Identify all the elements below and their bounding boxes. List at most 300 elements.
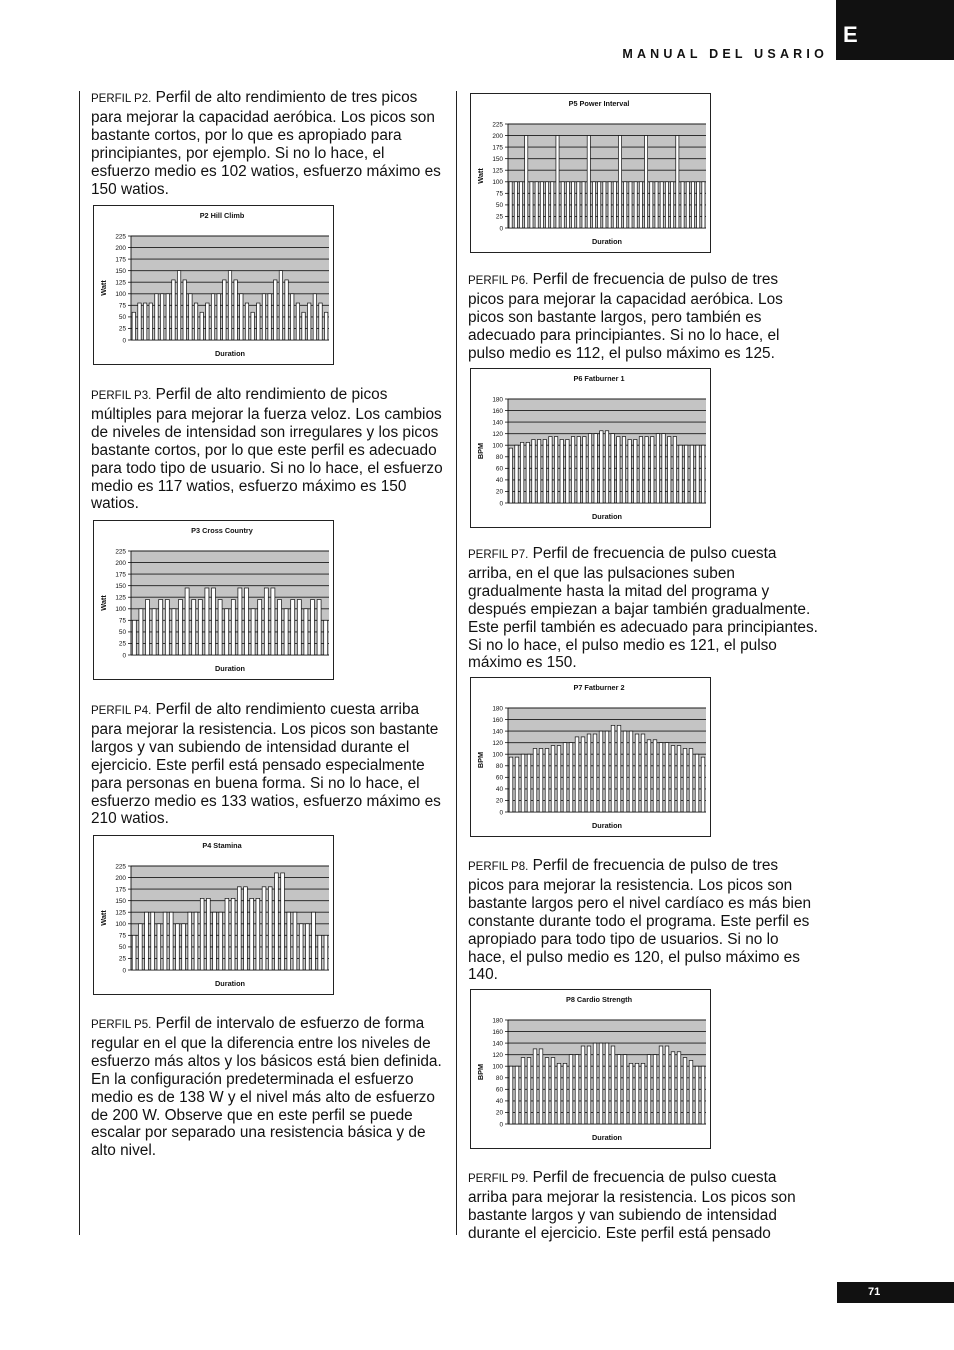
bar — [546, 182, 549, 228]
bar — [696, 445, 699, 503]
y-tick-label: 125 — [492, 167, 503, 175]
y-tick-label: 75 — [118, 617, 126, 625]
bar — [592, 182, 595, 228]
y-tick-label: 125 — [115, 909, 126, 917]
y-axis-label: BPM — [476, 1063, 485, 1081]
bar — [583, 437, 586, 503]
chart-title: P7 Fatburner 2 — [573, 683, 625, 692]
profile-p6-label: PERFIL P6. — [468, 275, 529, 287]
page-number-box — [837, 1282, 954, 1303]
bar — [665, 182, 668, 228]
bar — [689, 748, 693, 812]
chart-p2 — [93, 205, 334, 365]
y-tick-label: 180 — [492, 1017, 503, 1025]
bar — [569, 1055, 573, 1124]
y-tick-label: 0 — [499, 500, 503, 508]
bar — [228, 271, 231, 340]
bar — [608, 182, 611, 228]
bar — [697, 182, 700, 228]
bar — [647, 740, 651, 812]
bar — [617, 1055, 621, 1124]
bar — [194, 912, 198, 970]
y-tick-label: 80 — [495, 763, 503, 771]
bar — [668, 437, 671, 503]
bar — [159, 600, 163, 655]
bar — [313, 294, 316, 340]
bar — [138, 303, 141, 340]
chart-title: P5 Power Interval — [568, 99, 630, 108]
bar — [212, 588, 216, 655]
bar — [149, 303, 152, 340]
bar — [231, 600, 235, 655]
bar — [622, 437, 625, 503]
y-tick-label: 100 — [492, 179, 503, 187]
bar — [560, 439, 563, 503]
bar — [617, 437, 620, 503]
bar — [575, 1055, 579, 1124]
bar — [194, 303, 197, 340]
bar — [182, 924, 186, 970]
bar — [183, 280, 186, 340]
y-tick-label: 180 — [492, 396, 503, 404]
profile-p2-text: Perfil de alto rendimiento de tres picos para mejorar la capacidad aeróbica. Los picos son bastante cortos, por lo que es apropiado para principiantes, por ejemplo. Si no lo hace, el esfuerzo medio es 102 watios, esfuerzo máximo es 150 watios. — [91, 89, 441, 198]
bar — [172, 280, 175, 340]
bar — [152, 609, 156, 655]
bar — [296, 303, 299, 340]
bar — [258, 600, 262, 655]
bar — [188, 912, 192, 970]
bar — [166, 294, 169, 340]
y-tick-label: 80 — [495, 454, 503, 462]
bar — [177, 271, 180, 340]
bar — [139, 609, 143, 655]
chart-svg-p5 — [470, 93, 711, 253]
bar — [566, 439, 569, 503]
bar — [665, 743, 669, 812]
chart-title: P2 Hill Climb — [199, 211, 245, 220]
y-tick-label: 125 — [115, 594, 126, 602]
bar — [571, 437, 574, 503]
bar — [593, 1043, 597, 1124]
y-tick-label: 140 — [492, 728, 503, 736]
y-tick-label: 200 — [115, 244, 126, 252]
y-tick-label: 40 — [495, 1098, 503, 1106]
bar — [662, 434, 665, 503]
bar — [318, 935, 322, 970]
bar — [611, 725, 615, 812]
bar — [629, 182, 632, 228]
chart-p3 — [93, 520, 334, 680]
profile-p6-text: Perfil de frecuencia de pulso de tres picos para mejorar la capacidad aeróbica. Los picos son bastante largos, pero también es adecuado para principiantes. Si no lo hace, el pulso medio es 112, el pulso máximo es 125. — [468, 271, 783, 362]
bar — [593, 734, 597, 812]
y-tick-label: 75 — [118, 302, 126, 310]
bar — [311, 600, 315, 655]
bar — [225, 898, 229, 970]
bar — [268, 887, 272, 970]
y-tick-label: 120 — [492, 739, 503, 747]
bar — [525, 136, 528, 228]
bar — [611, 434, 614, 503]
bar — [324, 620, 328, 655]
bar — [587, 734, 591, 812]
bar — [157, 924, 161, 970]
bar — [211, 294, 214, 340]
bar — [563, 743, 567, 812]
y-tick-label: 100 — [115, 606, 126, 614]
bar — [172, 609, 176, 655]
bar — [689, 1060, 693, 1124]
bar — [245, 588, 249, 655]
profile-p3-text: Perfil de alto rendimiento de picos múltiples para mejorar la fuerza veloz. Los cambios de niveles de intensidad son irregulares y los picos bastante cortos, por lo que este perfil es adecuado para todo tipo de usuario. Si no lo hace, el esfuerzo medio es 117 watios, esfuerzo máximo es 150 watios. — [91, 386, 443, 513]
bar — [217, 294, 220, 340]
bar — [549, 437, 552, 503]
y-axis-label: BPM — [476, 442, 485, 460]
bar — [628, 439, 631, 503]
bar — [278, 600, 282, 655]
bar — [645, 136, 648, 228]
y-axis-label: Watt — [99, 595, 108, 611]
profile-p7-label: PERFIL P7. — [468, 549, 529, 561]
bar — [545, 1058, 549, 1124]
chart-svg-p2 — [93, 205, 334, 365]
chart-p8 — [470, 989, 711, 1149]
bar — [231, 898, 235, 970]
chart-title: P8 Cardio Strength — [565, 995, 633, 1004]
bar — [629, 731, 633, 812]
bar — [577, 182, 580, 228]
y-tick-label: 160 — [492, 716, 503, 724]
profile-p8-description — [468, 857, 818, 984]
bar — [533, 748, 537, 812]
bar — [509, 182, 512, 228]
bar — [240, 294, 243, 340]
bar — [264, 588, 268, 655]
profile-p9-label: PERFIL P9. — [468, 1173, 529, 1185]
bar — [213, 912, 217, 970]
bar — [291, 294, 294, 340]
bar — [623, 731, 627, 812]
center-column-rule — [456, 91, 457, 1235]
bar — [540, 182, 543, 228]
bar — [613, 182, 616, 228]
bar — [656, 434, 659, 503]
bar — [317, 600, 321, 655]
bar — [251, 312, 254, 340]
bar — [245, 303, 248, 340]
bar — [599, 731, 603, 812]
profile-p3-description — [91, 386, 443, 513]
bar — [587, 1046, 591, 1124]
bar — [641, 734, 645, 812]
section-tab-letter: E — [843, 22, 858, 47]
bar — [575, 737, 579, 812]
bar — [624, 182, 627, 228]
y-tick-label: 150 — [115, 582, 126, 590]
bar — [557, 1063, 561, 1124]
bar — [587, 136, 590, 228]
bar — [324, 312, 327, 340]
y-tick-label: 0 — [499, 225, 503, 233]
bar — [237, 887, 241, 970]
bar — [653, 740, 657, 812]
bar — [268, 294, 271, 340]
profile-p4-description — [91, 701, 443, 828]
y-tick-label: 0 — [122, 652, 126, 660]
bar — [319, 303, 322, 340]
bar — [169, 912, 173, 970]
bar — [603, 182, 606, 228]
bar — [225, 609, 229, 655]
y-axis-label: Watt — [476, 168, 485, 184]
y-tick-label: 175 — [115, 256, 126, 264]
y-tick-label: 60 — [495, 774, 503, 782]
bar — [683, 748, 687, 812]
y-tick-label: 225 — [492, 121, 503, 129]
bar — [639, 182, 642, 228]
y-tick-label: 125 — [115, 279, 126, 287]
bar — [543, 439, 546, 503]
bar — [605, 731, 609, 812]
bar — [521, 754, 525, 812]
bar — [641, 1063, 645, 1124]
bar — [551, 1058, 555, 1124]
bar — [160, 294, 163, 340]
bar — [305, 924, 309, 970]
y-tick-label: 25 — [118, 640, 126, 648]
y-tick-label: 20 — [495, 797, 503, 805]
bar — [515, 1066, 519, 1124]
bar — [673, 437, 676, 503]
bar — [509, 757, 513, 812]
bar — [701, 1066, 705, 1124]
y-tick-label: 20 — [495, 1109, 503, 1117]
y-tick-label: 100 — [492, 1063, 503, 1071]
bar — [539, 1049, 543, 1124]
y-tick-label: 60 — [495, 1086, 503, 1094]
bar — [702, 182, 705, 228]
y-tick-label: 160 — [492, 1028, 503, 1036]
bar — [545, 748, 549, 812]
bar — [302, 312, 305, 340]
x-axis-label: Duration — [215, 664, 245, 673]
profile-p5-description — [91, 1015, 443, 1160]
chart-svg-p8 — [470, 989, 711, 1149]
bar — [660, 182, 663, 228]
bar — [617, 725, 621, 812]
bar — [671, 746, 675, 812]
bar — [665, 1046, 669, 1124]
profile-p7-description — [468, 545, 818, 672]
bar — [281, 873, 285, 970]
y-tick-label: 50 — [118, 944, 126, 952]
y-tick-label: 120 — [492, 430, 503, 438]
y-tick-label: 175 — [492, 144, 503, 152]
chart-svg-p7 — [470, 677, 711, 837]
bar — [635, 734, 639, 812]
profile-p9-text: Perfil de frecuencia de pulso cuesta arriba para mejorar la resistencia. Los picos son bastante largos y van subiendo de intensidad durante el ejercicio. Este perfil está pensado — [468, 1169, 796, 1242]
profile-p4-label: PERFIL P4. — [91, 705, 152, 717]
bar — [605, 431, 608, 503]
bar — [572, 182, 575, 228]
bar — [132, 620, 136, 655]
bar — [515, 445, 518, 503]
y-tick-label: 0 — [122, 337, 126, 345]
y-tick-label: 20 — [495, 488, 503, 496]
bar — [551, 746, 555, 812]
bar — [155, 294, 158, 340]
chart-title: P3 Cross Country — [191, 526, 253, 535]
bar — [250, 898, 254, 970]
bar — [701, 445, 704, 503]
bar — [526, 442, 529, 503]
bar — [561, 182, 564, 228]
bar — [556, 136, 559, 228]
bar — [679, 445, 682, 503]
y-tick-label: 100 — [492, 751, 503, 759]
bar — [200, 312, 203, 340]
x-axis-label: Duration — [592, 1133, 622, 1142]
bar — [519, 182, 522, 228]
bar — [623, 1055, 627, 1124]
bar — [671, 182, 674, 228]
profile-p6-description — [468, 271, 818, 363]
bar — [287, 912, 291, 970]
bar — [275, 873, 279, 970]
y-tick-label: 0 — [122, 967, 126, 975]
page-number: 71 — [868, 1286, 881, 1298]
bar — [686, 182, 689, 228]
bar — [681, 182, 684, 228]
y-tick-label: 40 — [495, 477, 503, 485]
profile-p7-text: Perfil de frecuencia de pulso cuesta arriba, en el que las pulsaciones suben gradualmente hasta la mitad del programa y después empiezan a bajar también gradualmente. Este perfil también es adecuado para principiantes. Si no lo hace, el pulso medio es 121, el pulso máximo es 150. — [468, 545, 818, 672]
y-tick-label: 140 — [492, 1040, 503, 1048]
bar — [185, 588, 189, 655]
profile-p5-label: PERFIL P5. — [91, 1019, 152, 1031]
bar — [537, 439, 540, 503]
profile-p5-text: Perfil de intervalo de esfuerzo de forma regular en el que la diferencia entre los niveles de esfuerzo más altos y los básicos está bien definida. En la configuración predeterminada el esfuerzo medio es de 138 W y el nivel más alto de esfuerzo de 200 W. Observe que en este perfil se puede escalar por separado una resistencia básica y de alto nivel. — [91, 1015, 442, 1160]
bar — [655, 182, 658, 228]
bar — [685, 445, 688, 503]
bar — [651, 437, 654, 503]
y-tick-label: 140 — [492, 419, 503, 427]
bar — [659, 1046, 663, 1124]
y-tick-label: 75 — [118, 932, 126, 940]
y-axis-label: BPM — [476, 751, 485, 769]
bar — [223, 280, 226, 340]
y-tick-label: 100 — [115, 921, 126, 929]
bar — [324, 935, 328, 970]
y-tick-label: 75 — [495, 190, 503, 198]
bar — [554, 437, 557, 503]
y-tick-label: 180 — [492, 705, 503, 713]
y-tick-label: 150 — [115, 897, 126, 905]
bar — [557, 746, 561, 812]
bar — [527, 1058, 531, 1124]
profile-p8-label: PERFIL P8. — [468, 861, 529, 873]
y-axis-label: Watt — [99, 280, 108, 296]
bar — [611, 1046, 615, 1124]
bar — [635, 1063, 639, 1124]
bar — [701, 757, 705, 812]
y-tick-label: 25 — [495, 213, 503, 221]
y-tick-label: 175 — [115, 571, 126, 579]
bar — [695, 754, 699, 812]
bar — [653, 1055, 657, 1124]
bar — [218, 600, 222, 655]
bar — [563, 1063, 567, 1124]
bar — [650, 182, 653, 228]
y-tick-label: 175 — [115, 886, 126, 894]
chart-title: P6 Fatburner 1 — [573, 374, 625, 383]
bar — [138, 924, 142, 970]
y-tick-label: 200 — [115, 874, 126, 882]
y-tick-label: 60 — [495, 465, 503, 473]
bar — [244, 887, 248, 970]
chart-svg-p3 — [93, 520, 334, 680]
chart-p6 — [470, 368, 711, 528]
y-tick-label: 150 — [115, 267, 126, 275]
bar — [671, 1052, 675, 1124]
bar — [179, 600, 183, 655]
bar — [581, 1046, 585, 1124]
bar — [695, 1066, 699, 1124]
bar — [600, 431, 603, 503]
y-tick-label: 80 — [495, 1075, 503, 1083]
x-axis-label: Duration — [215, 979, 245, 988]
bar — [297, 600, 301, 655]
bar — [533, 1049, 537, 1124]
bar — [279, 271, 282, 340]
bar — [639, 437, 642, 503]
bar — [569, 743, 573, 812]
y-tick-label: 200 — [492, 132, 503, 140]
bar — [588, 434, 591, 503]
bar — [677, 746, 681, 812]
bar — [234, 280, 237, 340]
bar — [308, 303, 311, 340]
bar — [238, 588, 242, 655]
bar — [582, 182, 585, 228]
bar — [527, 754, 531, 812]
chart-p4 — [93, 835, 334, 995]
bar — [598, 182, 601, 228]
y-tick-label: 25 — [118, 955, 126, 963]
bar — [677, 1052, 681, 1124]
section-tab — [836, 0, 954, 60]
bar — [146, 600, 150, 655]
bar — [312, 912, 316, 970]
x-axis-label: Duration — [215, 349, 245, 358]
bar — [539, 748, 543, 812]
bar — [189, 294, 192, 340]
bar — [599, 1043, 603, 1124]
bar — [530, 182, 533, 228]
x-axis-label: Duration — [592, 512, 622, 521]
bar — [521, 1058, 525, 1124]
bar — [594, 434, 597, 503]
bar — [284, 609, 288, 655]
bar — [634, 439, 637, 503]
y-tick-label: 100 — [492, 442, 503, 450]
bar — [192, 600, 196, 655]
bar — [509, 448, 512, 503]
bar — [163, 912, 167, 970]
profile-p2-label: PERFIL P2. — [91, 93, 152, 105]
bar — [198, 600, 202, 655]
bar — [262, 294, 265, 340]
bar — [647, 1055, 651, 1124]
y-tick-label: 50 — [118, 314, 126, 322]
